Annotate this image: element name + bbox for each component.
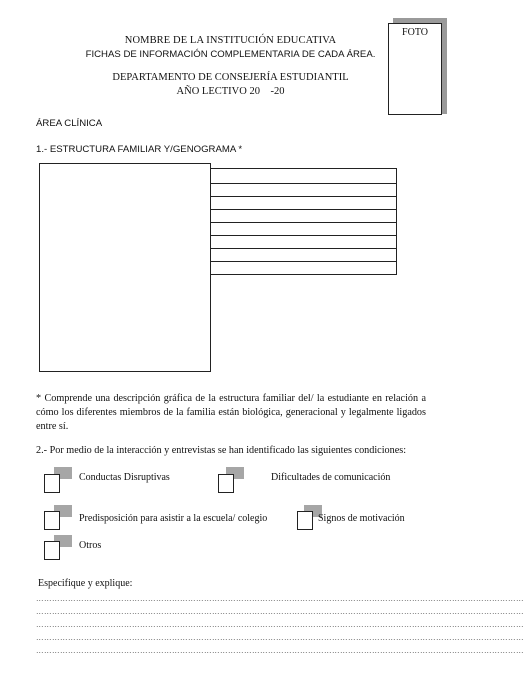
dotted-answer-line[interactable]: ………………………………………………………………………………………………………………………………………………………………… bbox=[36, 607, 524, 616]
genogram-drawing-box[interactable] bbox=[39, 163, 211, 372]
writing-line[interactable] bbox=[211, 235, 396, 236]
department-name: DEPARTAMENTO DE CONSEJERÍA ESTUDIANTIL bbox=[112, 72, 349, 83]
option-label-otros: Otros bbox=[79, 540, 102, 551]
dotted-answer-line[interactable]: ………………………………………………………………………………………………………………………………………………………………… bbox=[36, 646, 524, 655]
genogram-footnote: * Comprende una descripción gráfica de la estructura familiar del/ la estudiante en relación a cómo los diferentes miembros de la familia están biológica, generacional y legalmente ligados entre sí. bbox=[36, 393, 426, 432]
writing-line[interactable] bbox=[211, 261, 396, 262]
option-label-dificultades-comunicacion: Dificultades de comunicación bbox=[271, 472, 391, 483]
area-title: ÁREA CLÍNICA bbox=[36, 118, 103, 129]
writing-line[interactable] bbox=[211, 248, 396, 249]
option-label-predisposicion: Predisposición para asistir a la escuela/ colegio bbox=[79, 513, 268, 524]
writing-line[interactable] bbox=[211, 222, 396, 223]
dotted-answer-line[interactable]: ………………………………………………………………………………………………………………………………………………………………… bbox=[36, 620, 524, 629]
checkbox-dificultades-comunicacion[interactable] bbox=[218, 474, 234, 493]
checkbox-predisposicion[interactable] bbox=[44, 511, 60, 530]
family-structure-lines[interactable] bbox=[211, 168, 397, 275]
writing-line[interactable] bbox=[211, 183, 396, 184]
dotted-answer-line[interactable]: ………………………………………………………………………………………………………………………………………………………………… bbox=[36, 633, 524, 642]
writing-line[interactable] bbox=[211, 209, 396, 210]
dotted-answer-line[interactable]: ………………………………………………………………………………………………………………………………………………………………… bbox=[36, 594, 524, 603]
option-label-conductas-disruptivas: Conductas Disruptivas bbox=[79, 472, 170, 483]
checkbox-otros[interactable] bbox=[44, 541, 60, 560]
question1-title: 1.- ESTRUCTURA FAMILIAR Y/GENOGRAMA * bbox=[36, 144, 243, 155]
school-year: AÑO LECTIVO 20 -20 bbox=[176, 86, 285, 97]
institution-name: NOMBRE DE LA INSTITUCIÓN EDUCATIVA bbox=[124, 35, 337, 46]
photo-label: FOTO bbox=[402, 27, 428, 38]
form-title: FICHAS DE INFORMACIÓN COMPLEMENTARIA DE CADA ÁREA. bbox=[85, 49, 376, 60]
question2-title: 2.- Por medio de la interacción y entrevistas se han identificado las siguientes condiciones: bbox=[36, 445, 407, 456]
specify-title: Especifique y explique: bbox=[38, 578, 133, 589]
writing-line[interactable] bbox=[211, 196, 396, 197]
checkbox-conductas-disruptivas[interactable] bbox=[44, 474, 60, 493]
option-label-signos-motivacion: Signos de motivación bbox=[318, 513, 405, 524]
checkbox-signos-motivacion[interactable] bbox=[297, 511, 313, 530]
